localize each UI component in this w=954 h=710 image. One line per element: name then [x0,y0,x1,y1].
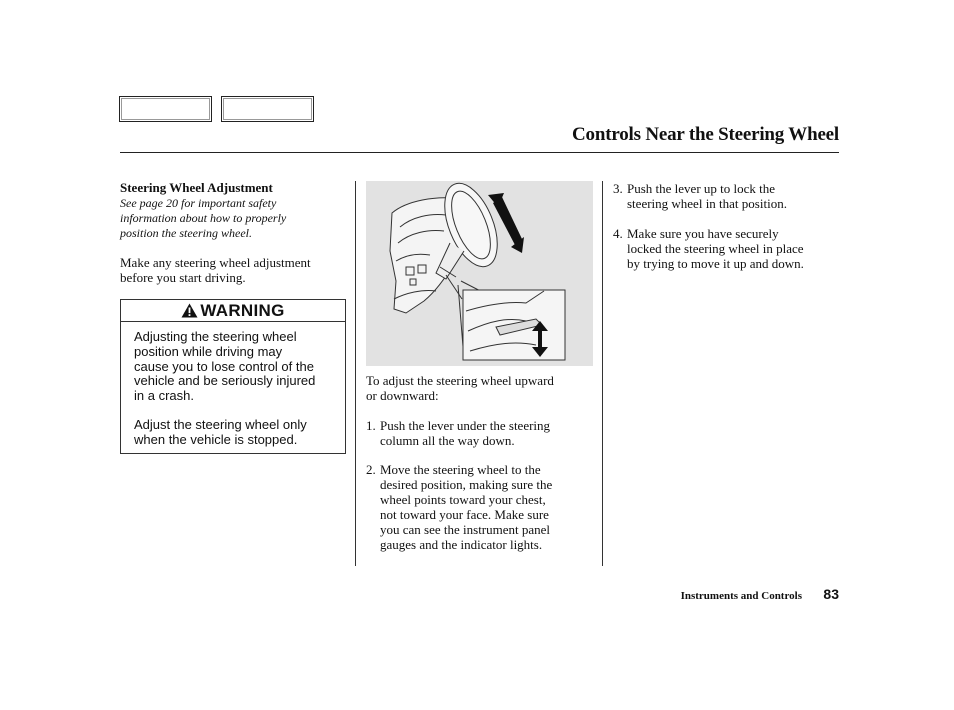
note-line: position the steering wheel. [120,226,252,240]
step-line: wheel points toward your chest, [380,492,546,507]
adjustment-paragraph [120,255,350,285]
step-line: you can see the instrument panel [380,522,551,537]
warning-box [120,299,346,454]
step-line: Make sure you have securely [627,226,779,241]
page-number: 83 [823,586,839,602]
warning-line: Adjusting the steering wheel [134,329,297,344]
step-number: 4. [613,226,623,241]
step-line: by trying to move it up and down. [627,256,804,271]
note-line: See page 20 for important safety [120,196,277,210]
step-2 [366,462,598,554]
step-line: column all the way down. [380,433,515,448]
warning-triangle-icon [181,303,198,318]
step-line: desired position, making sure the [380,477,553,492]
step-line: locked the steering wheel in place [627,241,804,256]
step-number: 2. [366,462,376,477]
warning-line: Adjust the steering wheel only [134,417,307,432]
steering-column-lever-drawing [366,181,593,366]
warning-line: vehicle and be seriously injured [134,373,316,389]
nav-tab-1[interactable] [119,96,212,122]
step-line: Move the steering wheel to the [380,462,541,477]
column-divider-right [602,181,603,566]
adjustment-intro [366,373,601,403]
body-line: Make any steering wheel adjustment [120,255,311,270]
steering-wheel-illustration [366,181,593,366]
warning-line: in a crash. [134,388,194,404]
nav-tab-2[interactable] [221,96,314,122]
title-divider [120,152,839,153]
step-line: Push the lever under the steering [380,418,551,433]
note-line: information about how to properly [120,211,287,225]
column-divider-left [355,181,356,566]
step-number: 1. [366,418,376,433]
step-number: 3. [613,181,623,196]
step-line: steering wheel in that position. [627,196,787,211]
page-title: Controls Near the Steering Wheel [572,124,839,145]
warning-label: WARNING [200,301,285,320]
body-line: before you start driving. [120,270,246,285]
warning-paragraph-2 [134,418,339,448]
warning-line: when the vehicle is stopped. [134,431,298,447]
safety-reference-note [120,196,345,241]
step-line: not toward your face. Make sure [380,507,549,522]
intro-line: or downward: [366,388,439,403]
step-4 [613,226,845,273]
step-line: gauges and the indicator lights. [380,537,543,552]
warning-header [121,300,345,322]
intro-line: To adjust the steering wheel upward [366,373,554,388]
warning-paragraph-1 [134,330,339,404]
step-line: Push the lever up to lock the [627,181,776,196]
footer-section-title: Instruments and Controls [680,590,802,602]
step-3 [613,181,845,213]
warning-line: cause you to lose control of the [134,358,314,374]
warning-line: position while driving may [134,343,283,359]
section-heading: Steering Wheel Adjustment [120,180,273,195]
step-1 [366,418,598,450]
